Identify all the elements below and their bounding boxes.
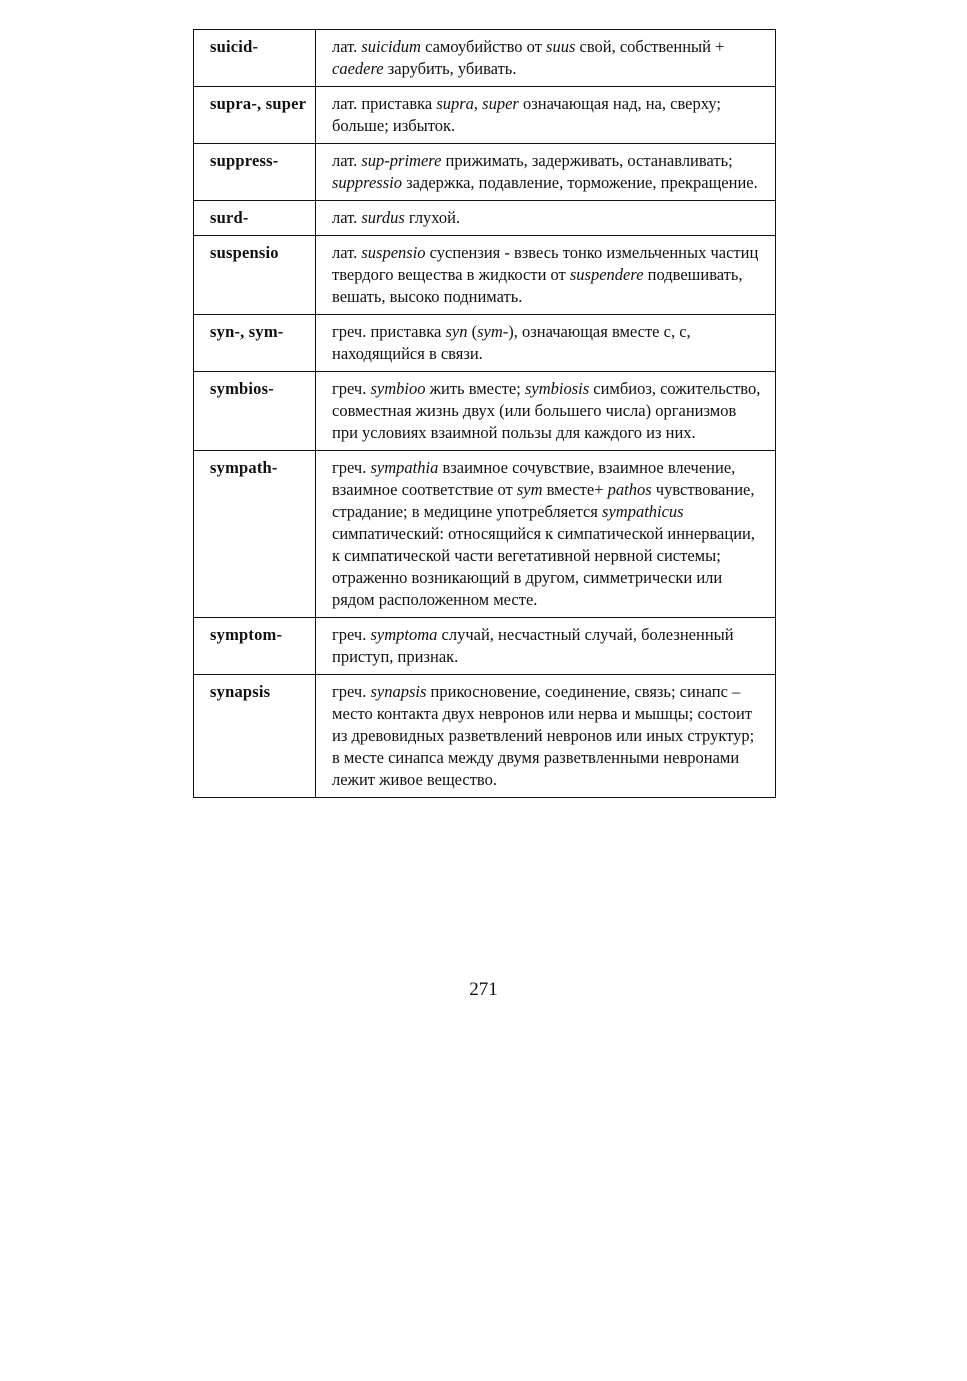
entry-definition — [316, 201, 776, 236]
definition-segment: прижимать, задерживать, останавливать; — [441, 151, 733, 170]
definition-segment: лат. — [332, 243, 362, 262]
entry-term: symptom- — [194, 618, 316, 675]
definition-italic-segment: symbioo — [370, 379, 426, 398]
entry-definition — [316, 30, 776, 87]
entry-definition — [316, 451, 776, 618]
definition-segment: симбиоз, сожительство, совместная жизнь двух (или большего числа) организмов при условиях взаимной пользы для каждого из них. — [332, 379, 761, 442]
entry-term: surd- — [194, 201, 316, 236]
entry-definition — [316, 87, 776, 144]
entry-term: suicid- — [194, 30, 316, 87]
definition-segment: глухой. — [404, 208, 461, 227]
definition-segment: жить вместе; — [425, 379, 525, 398]
definition-italic-segment: sym- — [477, 322, 509, 341]
table-row — [194, 451, 776, 618]
definition-segment: случай, несчастный случай, болезненный приступ, признак. — [332, 625, 734, 666]
entry-definition — [316, 144, 776, 201]
entry-term: suppress- — [194, 144, 316, 201]
definition-italic-segment: synapsis — [370, 682, 427, 701]
definition-segment: зарубить, убивать. — [383, 59, 517, 78]
table-row — [194, 675, 776, 798]
definition-italic-segment: suspensio — [361, 243, 426, 262]
definition-italic-segment: sup-primere — [361, 151, 442, 170]
page-number: 271 — [469, 979, 498, 1000]
definition-segment: греч. — [332, 625, 371, 644]
definition-segment: вместе+ — [542, 480, 608, 499]
table-row — [194, 30, 776, 87]
definition-italic-segment: supra, super — [436, 94, 519, 113]
definition-segment: свой, собственный + — [575, 37, 725, 56]
definition-segment: взаимное сочувствие, взаимное влечение, взаимное соответствие от — [332, 458, 736, 499]
definition-italic-segment: surdus — [361, 208, 405, 227]
definition-segment: лат. — [332, 208, 362, 227]
definition-segment: ( — [467, 322, 478, 341]
entry-definition — [316, 236, 776, 315]
entry-term: synapsis — [194, 675, 316, 798]
definition-segment: задержка, подавление, торможение, прекращение. — [401, 173, 758, 192]
table-row — [194, 201, 776, 236]
entry-definition — [316, 675, 776, 798]
definition-italic-segment: syn — [445, 322, 468, 341]
entry-definition — [316, 315, 776, 372]
definition-segment: означающая над, на, сверху; больше; избыток. — [332, 94, 721, 135]
definition-segment: самоубийство от — [420, 37, 547, 56]
dictionary-table-body — [194, 30, 776, 798]
definition-segment: подвешивать, вешать, высоко поднимать. — [332, 265, 743, 306]
entry-term: sympath- — [194, 451, 316, 618]
definition-segment: греч. — [332, 458, 371, 477]
table-row — [194, 315, 776, 372]
definition-segment: греч. — [332, 682, 371, 701]
definition-italic-segment: symbiosis — [524, 379, 590, 398]
table-row — [194, 87, 776, 144]
definition-italic-segment: suus — [546, 37, 576, 56]
table-row — [194, 372, 776, 451]
entry-term: symbios- — [194, 372, 316, 451]
definition-segment: лат. — [332, 37, 362, 56]
definition-segment: греч. — [332, 379, 371, 398]
definition-segment: греч. приставка — [332, 322, 446, 341]
definition-italic-segment: suicidum — [361, 37, 421, 56]
definition-italic-segment: sympathicus — [602, 502, 684, 521]
table-row — [194, 144, 776, 201]
dictionary-table — [193, 29, 776, 798]
definition-segment: суспензия - взвесь тонко измельченных частиц твердого вещества в жидкости от — [332, 243, 759, 284]
table-row — [194, 236, 776, 315]
definition-italic-segment: caedere — [332, 59, 384, 78]
entry-definition — [316, 618, 776, 675]
table-row — [194, 618, 776, 675]
definition-segment: лат. приставка — [332, 94, 437, 113]
definition-segment: симпатический: относящийся к симпатической иннервации, к симпатической части вегетативной нервной системы; отраженно возникающий в другом, симметрически или рядом расположенном месте. — [332, 524, 755, 609]
definition-italic-segment: symptoma — [370, 625, 438, 644]
entry-term: supra-, super — [194, 87, 316, 144]
definition-segment: прикосновение, соединение, связь; синапс – место контакта двух невронов или нерва и мышцы; состоит из древовидных разветвлений невронов или иных структур; в месте синапса между двумя разветвленными невронами лежит живое вещество. — [332, 682, 755, 789]
entry-term: syn-, sym- — [194, 315, 316, 372]
definition-italic-segment: sym — [516, 480, 543, 499]
entry-definition — [316, 372, 776, 451]
entry-term: suspensio — [194, 236, 316, 315]
definition-segment: ), означающая вместе с, с, находящийся в связи. — [332, 322, 691, 363]
definition-italic-segment: suspendere — [569, 265, 644, 284]
definition-segment: чувствование, страдание; в медицине употребляется — [332, 480, 755, 521]
definition-italic-segment: sympathia — [370, 458, 439, 477]
definition-italic-segment: suppressio — [332, 173, 402, 192]
definition-italic-segment: pathos — [607, 480, 652, 499]
definition-segment: лат. — [332, 151, 362, 170]
